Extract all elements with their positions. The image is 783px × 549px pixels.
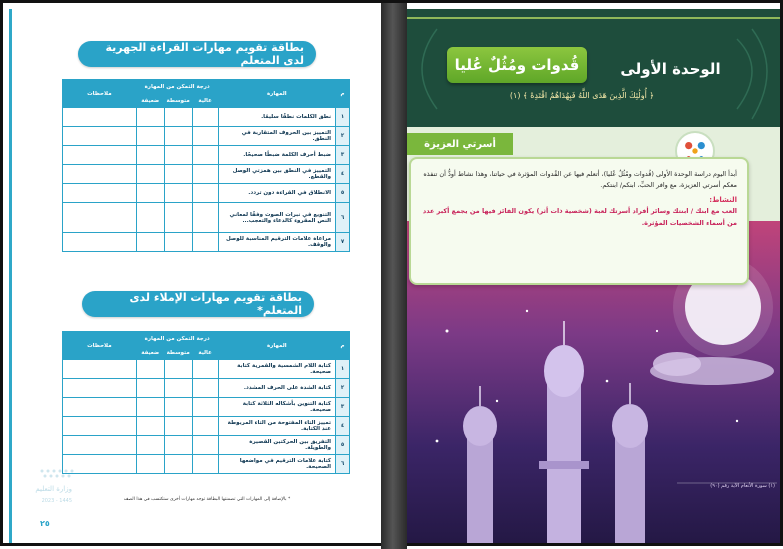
minaret-right-icon <box>612 383 648 543</box>
table-row: ١ نطق الكلمات نطقًا سليمًا. <box>63 108 350 127</box>
rating-cell[interactable] <box>136 398 164 417</box>
notes-cell[interactable] <box>63 203 137 233</box>
reading-evaluation-table <box>62 79 350 252</box>
table-row: ٦ كتابة علامات الترقيم في مواضعها الصحيحة. <box>63 455 350 474</box>
col-skill-header: المهارة <box>218 80 336 108</box>
rating-cell[interactable] <box>192 127 218 146</box>
rating-cell[interactable] <box>192 436 218 455</box>
table-row: ٧ مراعاة علامات الترقيم المناسبة للوصل والوقف. <box>63 233 350 252</box>
dictation-card-title: بطاقة تقويم مهارات الإملاء لدى المتعلم* <box>82 291 314 317</box>
rating-cell[interactable] <box>136 108 164 127</box>
table-row: ٣ كتابة التنوين بأشكاله الثلاثة كتابة صحيحة. <box>63 398 350 417</box>
col-number-header: م <box>336 332 350 360</box>
table-row: ٦ التنويع في نبرات الصوت وفقًا لمعاني النص المقروء كالدعاء والتعجب... <box>63 203 350 233</box>
quran-verse: ﴿ أُولَٰئِكَ الَّذِينَ هَدَى اللَّهُ فَبِهُدَاهُمُ اقْتَدِهْ ﴾ (١) <box>509 91 655 100</box>
reading-card-title: بطاقة تقويم مهارات القراءة الجهرية لدى المتعلم <box>78 41 316 67</box>
dictation-evaluation-table <box>62 331 350 474</box>
rating-cell[interactable] <box>136 436 164 455</box>
ministry-name: وزارة التعليم <box>35 485 72 493</box>
table-row: ٤ تمييز التاء المفتوحة من التاء المربوطة عند الكتابة. <box>63 417 350 436</box>
left-page <box>9 9 381 543</box>
table-row: ٥ التفريق بين الحركتين القصيرة والطويلة. <box>63 436 350 455</box>
notes-cell[interactable] <box>63 127 137 146</box>
rating-cell[interactable] <box>192 233 218 252</box>
notes-cell[interactable] <box>63 379 137 398</box>
rating-cell[interactable] <box>136 184 164 203</box>
rating-cell[interactable] <box>136 455 164 474</box>
table-row: ٥ الانطلاق في القراءة دون تردد. <box>63 184 350 203</box>
rating-cell[interactable] <box>164 146 192 165</box>
col-notes-header: ملاحظات <box>63 332 137 360</box>
col-medium-header: متوسطة <box>164 346 192 360</box>
intro-text: أبدأ اليوم دراسة الوحدة الأولى (قُدوات ومُثُلٌ عُليا)، أتعلم فيها عن القُدوات المؤثرة في حياتنا، وهذا نشاط أودُّ أن تنفذه معكم أسرتي العزيزة، مع وافر الحبِّ، ابنكم/ ابنتكم. <box>423 170 737 190</box>
col-skill-header: المهارة <box>218 332 335 360</box>
col-mastery-header: درجة التمكن من المهارة <box>136 80 218 94</box>
notes-cell[interactable] <box>63 184 137 203</box>
col-high-header: عالية <box>192 94 218 108</box>
rating-cell[interactable] <box>136 360 164 379</box>
rating-cell[interactable] <box>136 417 164 436</box>
book-spine <box>381 3 407 549</box>
family-tag: أسرتي العزيزة <box>407 133 513 155</box>
rating-cell[interactable] <box>164 436 192 455</box>
rating-cell[interactable] <box>164 233 192 252</box>
rating-cell[interactable] <box>192 108 218 127</box>
col-weak-header: ضعيفة <box>136 346 164 360</box>
notes-cell[interactable] <box>63 165 137 184</box>
rating-cell[interactable] <box>192 146 218 165</box>
activity-heading: النشاط: <box>709 196 737 205</box>
table-row: ٢ التمييز بين الحروف المتقاربة في النطق. <box>63 127 350 146</box>
rating-cell[interactable] <box>164 108 192 127</box>
col-medium-header: متوسطة <box>164 94 192 108</box>
unit-label: الوحدة الأولى <box>620 60 721 78</box>
col-mastery-header: درجة التمكن من المهارة <box>136 332 218 346</box>
table-row: ١ كتابة اللام الشمسية والقمرية كتابة صحيحة. <box>63 360 350 379</box>
rating-cell[interactable] <box>136 146 164 165</box>
notes-cell[interactable] <box>63 398 137 417</box>
notes-cell[interactable] <box>63 146 137 165</box>
table-row: ٣ ضبط أحرف الكلمة ضبطًا صحيحًا. <box>63 146 350 165</box>
col-number-header: م <box>336 80 350 108</box>
activity-text: العب مع ابنك / ابنتك وسائر أفراد أسرتك لعبة (شخصية ذات أثر) يكون الفائز فيها من يجمع أكبر عدد من أسماء الشخصيات المؤثرة. <box>422 207 737 227</box>
table-row: ٢ كتابة الشدة على الحرف المشدد. <box>63 379 350 398</box>
notes-cell[interactable] <box>63 108 137 127</box>
rating-cell[interactable] <box>164 455 192 474</box>
family-activity-card <box>409 157 749 285</box>
rating-cell[interactable] <box>192 184 218 203</box>
unit-title: قُدوات ومُثُلٌ عُليا <box>447 47 587 83</box>
notes-cell[interactable] <box>63 436 137 455</box>
col-high-header: عالية <box>192 346 218 360</box>
rating-cell[interactable] <box>192 165 218 184</box>
rating-cell[interactable] <box>136 233 164 252</box>
notes-cell[interactable] <box>63 233 137 252</box>
rating-cell[interactable] <box>192 203 218 233</box>
rating-cell[interactable] <box>164 203 192 233</box>
page-number: ٢٥ <box>40 519 50 528</box>
ministry-logo <box>32 465 86 509</box>
rating-cell[interactable] <box>192 455 218 474</box>
rating-cell[interactable] <box>164 379 192 398</box>
notes-cell[interactable] <box>63 360 137 379</box>
minaret-center-icon <box>539 321 589 543</box>
rating-cell[interactable] <box>164 398 192 417</box>
notes-cell[interactable] <box>63 417 137 436</box>
rating-cell[interactable] <box>192 398 218 417</box>
rating-cell[interactable] <box>136 127 164 146</box>
rating-cell[interactable] <box>164 184 192 203</box>
right-page <box>407 9 780 543</box>
rating-cell[interactable] <box>136 203 164 233</box>
rating-cell[interactable] <box>192 379 218 398</box>
col-notes-header: ملاحظات <box>63 80 137 108</box>
footnote: * بالإضافة إلى المهارات التي تضمنتها البطاقة توجد مهارات أخرى ستكتسب في هذا الصف <box>123 497 291 502</box>
rating-cell[interactable] <box>136 165 164 184</box>
rating-cell[interactable] <box>164 360 192 379</box>
table-row: ٤ التمييز في النطق بين همزتي الوصل والقطع. <box>63 165 350 184</box>
minaret-left-icon <box>463 386 497 543</box>
rating-cell[interactable] <box>192 417 218 436</box>
verse-reference: (١) سورة الأنعام الآية رقم (٩٠) <box>710 483 775 489</box>
rating-cell[interactable] <box>136 379 164 398</box>
ministry-year: 2023 - 1445 <box>41 498 72 504</box>
col-weak-header: ضعيفة <box>136 94 164 108</box>
ministry-dots-icon <box>41 470 74 478</box>
rating-cell[interactable] <box>164 165 192 184</box>
rating-cell[interactable] <box>164 127 192 146</box>
rating-cell[interactable] <box>164 417 192 436</box>
rating-cell[interactable] <box>192 360 218 379</box>
